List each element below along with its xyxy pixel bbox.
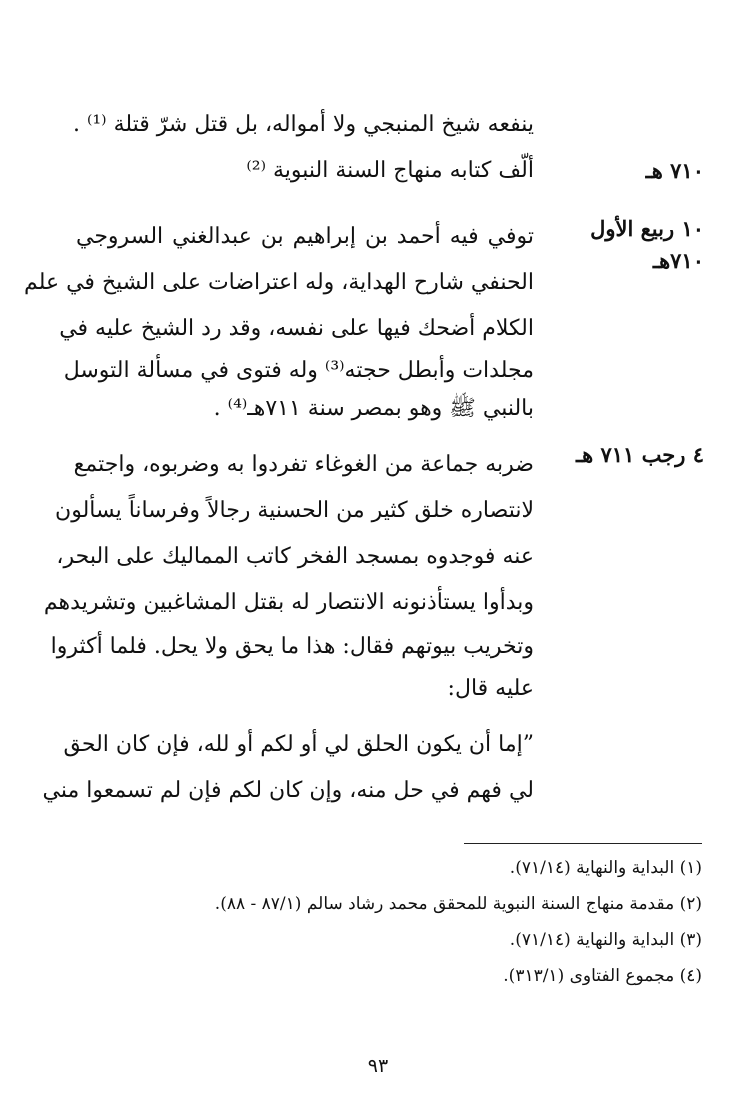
entry-text-line: الكلام أضحك فيها على نفسه، وقد رد الشيخ عليه في [59, 316, 534, 341]
entry-text-line: لانتصاره خلق كثير من الحسنية رجالاً وفرساناً يسألون [55, 498, 534, 523]
quote-line: لي فهم في حل منه، وإن كان لكم فإن لم تسمعوا مني [42, 778, 534, 803]
entry-date: ١٠ ربيع الأول [590, 216, 704, 241]
entry-date: ٧١٠هـ [652, 248, 704, 273]
entry-text-line: ضربه جماعة من الغوغاء تفردوا به وضربوه، واجتمع [73, 452, 534, 477]
footnote: (١) البداية والنهاية (٧١/١٤). [509, 858, 702, 878]
entry-text-line: وتخريب بيوتهم فقال: هذا ما يحق ولا يحل. فلما أكثروا [50, 634, 534, 659]
entry-text-line: وبدأوا يستأذنونه الانتصار له بقتل المشاغبين وتشريدهم [43, 590, 534, 615]
entry-text-line: الحنفي شارح الهداية، وله اعتراضات على الشيخ في علم [24, 270, 534, 295]
intro-line: ينفعه شيخ المنبجي ولا أمواله، بل قتل شرّ قتلة ⁽¹⁾ . [72, 112, 534, 137]
entry-text-line: عنه فوجدوه بمسجد الفخر كاتب المماليك على البحر، [56, 544, 534, 569]
entry-date: ٤ رجب ٧١١ هـ [575, 442, 704, 467]
entry-text-line: عليه قال: [447, 676, 534, 701]
footnote-separator [464, 843, 702, 844]
page-number: ٩٣ [367, 1055, 389, 1077]
quote-line: ”إما أن يكون الحلق لي أو لكم أو لله، فإن كان الحق [63, 732, 534, 757]
footnote: (٢) مقدمة منهاج السنة النبوية للمحقق محمد رشاد سالم (٨٧/١ - ٨٨). [214, 894, 702, 914]
entry-text-line: بالنبي ﷺ وهو بمصر سنة ٧١١هـ⁽⁴⁾ . [213, 396, 534, 421]
entry-date: ٧١٠ هـ [645, 158, 704, 183]
entry-text-line: مجلدات وأبطل حجته⁽³⁾ وله فتوى في مسألة التوسل [63, 358, 534, 383]
entry-text-line: توفي فيه أحمد بن إبراهيم بن عبدالغني السروجي [76, 224, 534, 249]
footnote: (٣) البداية والنهاية (٧١/١٤). [509, 930, 702, 950]
footnote: (٤) مجموع الفتاوى (٣١٣/١). [503, 966, 702, 986]
entry-text-line: ألّف كتابه منهاج السنة النبوية ⁽²⁾ [246, 158, 534, 183]
